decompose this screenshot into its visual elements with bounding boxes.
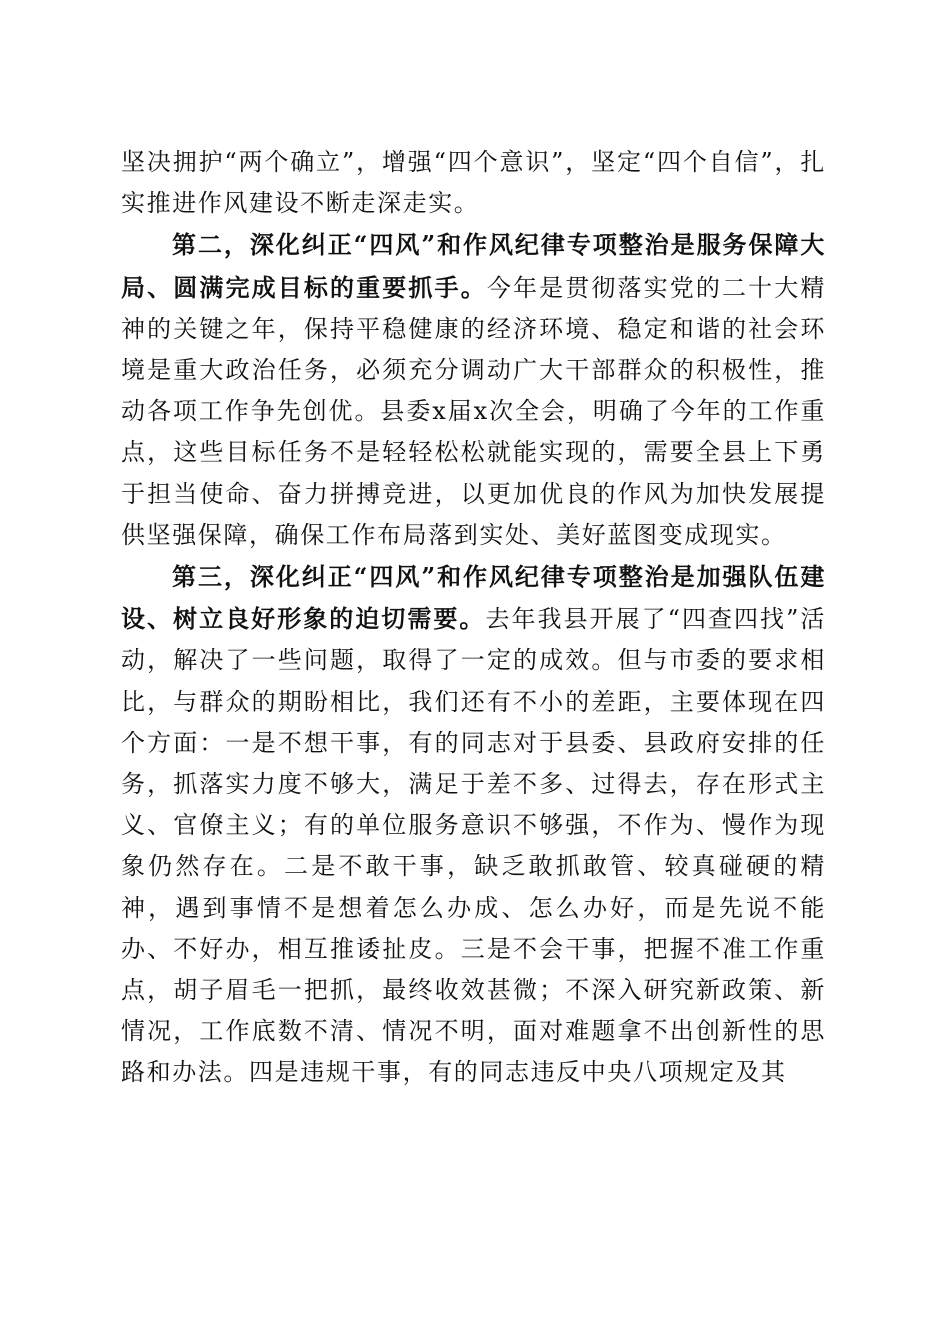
document-body (121, 142, 826, 1094)
paragraph-body: 去年我县开展了“四查四找”活动，解决了一些问题，取得了一定的成效。但与市委的要求相比，与群众的期盼相比，我们还有不小的差距，主要体现在四个方面：一是不想干事，有的同志对于县委、县政府安排的任务，抓落实力度不够大，满足于差不多、过得去，存在形式主义、官僚主义；有的单位服务意识不够强，不作为、慢作为现象仍然存在。二是不敢干事，缺乏敢抓敢管、较真碰硬的精神，遇到事情不是想着怎么办成、怎么办好，而是先说不能办、不好办，相互推诿扯皮。三是不会干事，把握不准工作重点，胡子眉毛一把抓，最终收效甚微；不深入研究新政策、新情况，工作底数不清、情况不明，面对难题拿不出创新性的思路和办法。四是违规干事，有的同志违反中央八项规定及其 (121, 605, 826, 1087)
paragraph-lead-heading: 第三，深化纠正“四风”和作风纪律专项整治是加强队伍建设、树立良好形象的迫切需要。 (121, 562, 826, 634)
paragraph-continuation (121, 142, 826, 224)
paragraph-lead-heading: 第二，深化纠正“四风”和作风纪律专项整治是服务保障大局、圆满完成目标的重要抓手。 (121, 230, 826, 302)
paragraph-third-point (121, 556, 826, 1094)
paragraph-body: 今年是贯彻落实党的二十大精神的关键之年，保持平稳健康的经济环境、稳定和谐的社会环境是重大政治任务，必须充分调动广大干部群众的积极性，推动各项工作争先创优。县委x届x次全会，明确了今年的工作重点，这些目标任务不是轻轻松松就能实现的，需要全县上下勇于担当使命、奋力拼搏竞进，以更加优良的作风为加快发展提供坚强保障，确保工作布局落到实处、美好蓝图变成现实。 (121, 273, 826, 549)
paragraph-second-point (121, 224, 826, 556)
paragraph-body: 坚决拥护“两个确立”，增强“四个意识”，坚定“四个自信”，扎实推进作风建设不断走深走实。 (121, 148, 826, 218)
